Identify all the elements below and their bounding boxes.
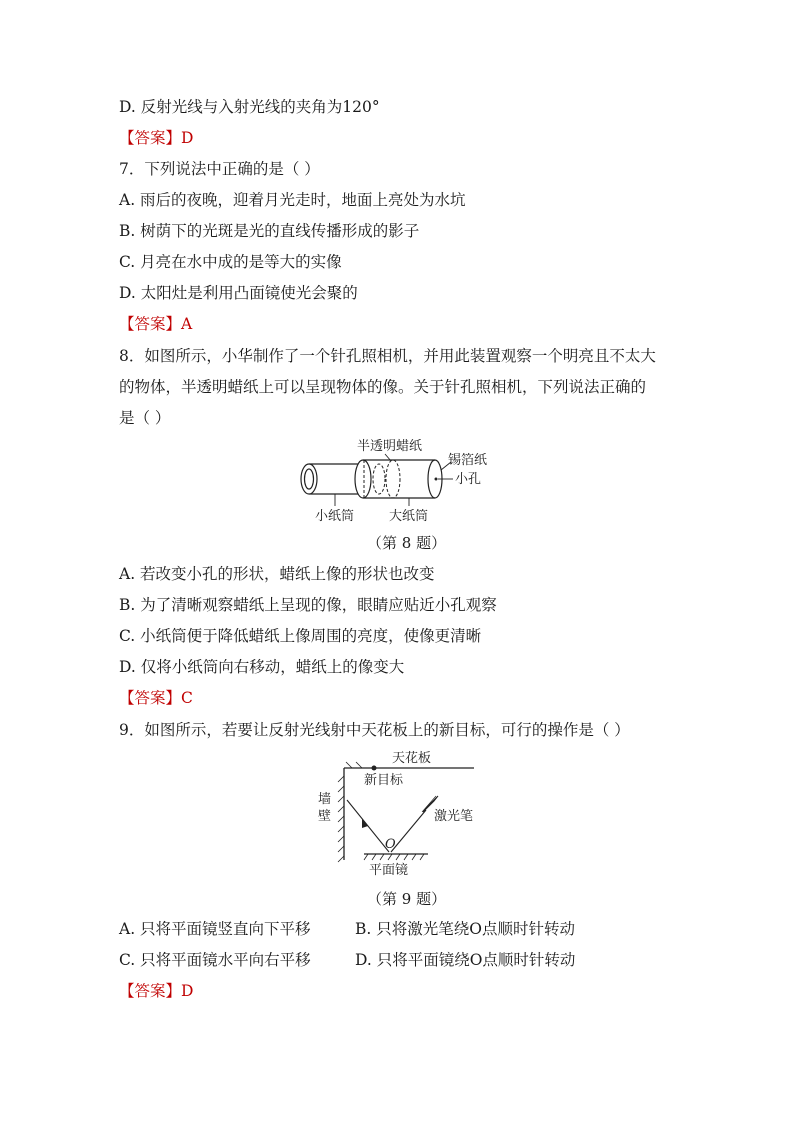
q7-option-a: A. 雨后的夜晚，迎着月光走时，地面上亮处为水坑 — [119, 191, 466, 209]
label-hole: 小孔 — [455, 472, 482, 487]
reflection-figure — [312, 748, 482, 880]
q6-option-d: D. 反射光线与入射光线的夹角为120° — [119, 98, 380, 116]
q8-stem-line-3: 是（ ） — [119, 409, 171, 427]
q8-stem-line-1: 8．如图所示，小华制作了一个针孔照相机，并用此装置观察一个明亮且不太大 — [119, 347, 656, 365]
label-mirror: 平面镜 — [369, 863, 409, 878]
q9-stem: 9．如图所示，若要让反射光线射中天花板上的新目标，可行的操作是（ ） — [119, 721, 630, 739]
label-wax-paper: 半透明蜡纸 — [357, 439, 423, 454]
answer-value: A — [181, 315, 193, 333]
label-laser: 激光笔 — [434, 809, 474, 824]
q7-stem: 7．下列说法中正确的是（ ） — [119, 160, 320, 178]
label-small-tube: 小纸筒 — [315, 509, 355, 524]
answer-value: D — [181, 129, 194, 147]
label-wall-2: 壁 — [318, 809, 332, 824]
q8-option-b: B. 为了清晰观察蜡纸上呈现的像，眼睛应贴近小孔观察 — [119, 596, 497, 614]
pinhole-camera-figure — [295, 436, 505, 528]
q8-caption: （第 8 题） — [367, 534, 447, 552]
q7-option-d: D. 太阳灶是利用凸面镜使光会聚的 — [119, 284, 358, 302]
answer-value: D — [181, 982, 194, 1000]
q8-option-c: C. 小纸筒便于降低蜡纸上像周围的亮度，使像更清晰 — [119, 627, 482, 645]
answer-label: 【答案】 — [119, 129, 182, 147]
new-target-dot — [372, 766, 377, 771]
q9-caption: （第 9 题） — [367, 890, 447, 908]
q8-option-a: A. 若改变小孔的形状，蜡纸上像的形状也改变 — [119, 565, 435, 583]
q9-option-a: A. 只将平面镜竖直向下平移 — [119, 920, 311, 938]
label-target: 新目标 — [364, 773, 404, 788]
mirror-hatching — [364, 854, 424, 860]
q7-option-b: B. 树荫下的光斑是光的直线传播形成的影子 — [119, 222, 420, 240]
label-wall-1: 墙 — [318, 792, 332, 807]
wall-hatching — [338, 762, 362, 862]
pinhole — [435, 478, 438, 481]
label-foil: 锡箔纸 — [448, 453, 488, 468]
reflected-ray-arrow — [362, 819, 368, 828]
q7-option-c: C. 月亮在水中成的是等大的实像 — [119, 253, 342, 271]
answer-label: 【答案】 — [119, 315, 182, 333]
q8-stem-line-2: 的物体，半透明蜡纸上可以呈现物体的像。关于针孔照相机，下列说法正确的 — [119, 378, 647, 396]
wax-paper — [386, 460, 400, 498]
q9-option-c: C. 只将平面镜水平向右平移 — [119, 951, 311, 969]
small-tube-inner-end — [373, 464, 385, 494]
answer-label: 【答案】 — [119, 689, 182, 707]
q9-option-b: B. 只将激光笔绕O点顺时针转动 — [355, 920, 575, 938]
q8-option-d: D. 仅将小纸筒向右移动，蜡纸上的像变大 — [119, 658, 405, 676]
answer-value: C — [181, 689, 193, 707]
q7-answer — [119, 314, 192, 334]
q9-answer — [119, 981, 193, 1001]
label-ceiling: 天花板 — [392, 751, 432, 766]
answer-label: 【答案】 — [119, 982, 182, 1000]
incident-ray — [391, 810, 426, 852]
label-point-o: O — [385, 837, 396, 852]
q8-answer — [119, 688, 193, 708]
q9-option-d: D. 只将平面镜绕O点顺时针转动 — [355, 951, 576, 969]
label-big-tube: 大纸筒 — [389, 509, 429, 524]
q6-answer — [119, 128, 193, 148]
